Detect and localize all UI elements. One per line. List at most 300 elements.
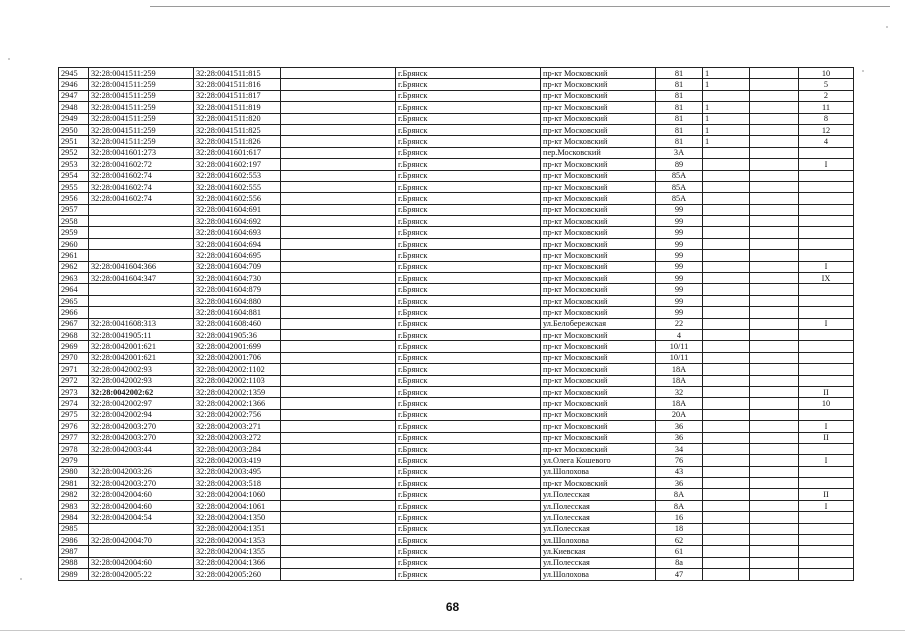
street-cell: пр-кт Московский xyxy=(541,238,656,249)
house-cell: 99 xyxy=(656,238,703,249)
blank-cell xyxy=(281,546,396,557)
parcel-cadastral-cell xyxy=(89,523,194,534)
city-cell: г.Брянск xyxy=(396,204,541,215)
city-cell: г.Брянск xyxy=(396,159,541,170)
blank-cell-2 xyxy=(750,352,799,363)
street-cell: пер.Московский xyxy=(541,147,656,158)
row-number-cell: 2980 xyxy=(59,466,89,477)
building-cell xyxy=(703,535,750,546)
parcel-cadastral-cell: 32:28:0042002:93 xyxy=(89,375,194,386)
blank-cell xyxy=(281,284,396,295)
table-row xyxy=(59,329,854,340)
object-cadastral-cell: 32:28:0042002:1103 xyxy=(194,375,281,386)
parcel-cadastral-cell: 32:28:0041905:11 xyxy=(89,329,194,340)
row-number-cell: 2982 xyxy=(59,489,89,500)
row-number-cell: 2987 xyxy=(59,546,89,557)
parcel-cadastral-cell: 32:28:0041602:72 xyxy=(89,159,194,170)
blank-cell xyxy=(281,443,396,454)
row-number-cell: 2948 xyxy=(59,102,89,113)
city-cell: г.Брянск xyxy=(396,181,541,192)
table-row xyxy=(59,341,854,352)
object-cadastral-cell: 32:28:0041604:693 xyxy=(194,227,281,238)
room-cell: I xyxy=(799,455,854,466)
blank-cell-2 xyxy=(750,455,799,466)
blank-cell xyxy=(281,238,396,249)
room-cell: I xyxy=(799,261,854,272)
room-cell xyxy=(799,204,854,215)
row-number-cell: 2974 xyxy=(59,398,89,409)
room-cell xyxy=(799,352,854,363)
blank-cell xyxy=(281,364,396,375)
room-cell: 5 xyxy=(799,79,854,90)
house-cell: 34 xyxy=(656,443,703,454)
table-row xyxy=(59,523,854,534)
house-cell: 36 xyxy=(656,421,703,432)
city-cell: г.Брянск xyxy=(396,375,541,386)
row-number-cell: 2978 xyxy=(59,443,89,454)
blank-cell-2 xyxy=(750,386,799,397)
room-cell: 12 xyxy=(799,124,854,135)
parcel-cadastral-cell: 32:28:0042004:60 xyxy=(89,489,194,500)
building-cell xyxy=(703,375,750,386)
room-cell xyxy=(799,466,854,477)
parcel-cadastral-cell: 32:28:0041601:273 xyxy=(89,147,194,158)
blank-cell xyxy=(281,261,396,272)
row-number-cell: 2972 xyxy=(59,375,89,386)
row-number-cell: 2960 xyxy=(59,238,89,249)
blank-cell xyxy=(281,90,396,101)
room-cell: II xyxy=(799,386,854,397)
building-cell xyxy=(703,512,750,523)
parcel-cadastral-cell: 32:28:0042005:22 xyxy=(89,569,194,580)
object-cadastral-cell: 32:28:0041511:815 xyxy=(194,68,281,79)
blank-cell-2 xyxy=(750,227,799,238)
street-cell: ул.Полесская xyxy=(541,512,656,523)
object-cadastral-cell: 32:28:0041604:692 xyxy=(194,216,281,227)
room-cell xyxy=(799,364,854,375)
table-row xyxy=(59,227,854,238)
blank-cell-2 xyxy=(750,364,799,375)
blank-cell xyxy=(281,159,396,170)
house-cell: 81 xyxy=(656,136,703,147)
table-row xyxy=(59,102,854,113)
city-cell: г.Брянск xyxy=(396,90,541,101)
blank-cell xyxy=(281,113,396,124)
city-cell: г.Брянск xyxy=(396,193,541,204)
blank-cell xyxy=(281,489,396,500)
city-cell: г.Брянск xyxy=(396,523,541,534)
blank-cell xyxy=(281,466,396,477)
house-cell: 99 xyxy=(656,295,703,306)
object-cadastral-cell: 32:28:0042005:260 xyxy=(194,569,281,580)
street-cell: пр-кт Московский xyxy=(541,204,656,215)
building-cell: 1 xyxy=(703,102,750,113)
city-cell: г.Брянск xyxy=(396,569,541,580)
room-cell xyxy=(799,557,854,568)
building-cell xyxy=(703,398,750,409)
parcel-cadastral-cell xyxy=(89,295,194,306)
blank-cell xyxy=(281,136,396,147)
city-cell: г.Брянск xyxy=(396,489,541,500)
building-cell xyxy=(703,523,750,534)
row-number-cell: 2979 xyxy=(59,455,89,466)
street-cell: пр-кт Московский xyxy=(541,136,656,147)
blank-cell xyxy=(281,193,396,204)
blank-cell-2 xyxy=(750,136,799,147)
street-cell: пр-кт Московский xyxy=(541,250,656,261)
blank-cell xyxy=(281,295,396,306)
row-number-cell: 2983 xyxy=(59,500,89,511)
city-cell: г.Брянск xyxy=(396,364,541,375)
house-cell: 20А xyxy=(656,409,703,420)
room-cell: II xyxy=(799,489,854,500)
row-number-cell: 2958 xyxy=(59,216,89,227)
house-cell: 18 xyxy=(656,523,703,534)
blank-cell-2 xyxy=(750,159,799,170)
blank-cell-2 xyxy=(750,204,799,215)
city-cell: г.Брянск xyxy=(396,329,541,340)
row-number-cell: 2959 xyxy=(59,227,89,238)
parcel-cadastral-cell xyxy=(89,284,194,295)
house-cell: 43 xyxy=(656,466,703,477)
blank-cell xyxy=(281,204,396,215)
blank-cell-2 xyxy=(750,124,799,135)
row-number-cell: 2947 xyxy=(59,90,89,101)
street-cell: пр-кт Московский xyxy=(541,170,656,181)
house-cell: 32 xyxy=(656,386,703,397)
building-cell xyxy=(703,295,750,306)
street-cell: пр-кт Московский xyxy=(541,329,656,340)
blank-cell-2 xyxy=(750,569,799,580)
table-row xyxy=(59,204,854,215)
room-cell xyxy=(799,329,854,340)
house-cell: 99 xyxy=(656,227,703,238)
object-cadastral-cell: 32:28:0042004:1366 xyxy=(194,557,281,568)
street-cell: ул.Киевская xyxy=(541,546,656,557)
building-cell xyxy=(703,329,750,340)
room-cell xyxy=(799,409,854,420)
blank-cell xyxy=(281,68,396,79)
building-cell xyxy=(703,409,750,420)
parcel-cadastral-cell: 32:28:0041511:259 xyxy=(89,102,194,113)
blank-cell-2 xyxy=(750,375,799,386)
city-cell: г.Брянск xyxy=(396,261,541,272)
city-cell: г.Брянск xyxy=(396,227,541,238)
blank-cell-2 xyxy=(750,466,799,477)
table-row xyxy=(59,238,854,249)
street-cell: ул.Полесская xyxy=(541,523,656,534)
table-row xyxy=(59,478,854,489)
row-number-cell: 2957 xyxy=(59,204,89,215)
blank-cell-2 xyxy=(750,193,799,204)
house-cell: 36 xyxy=(656,432,703,443)
object-cadastral-cell: 32:28:0042003:419 xyxy=(194,455,281,466)
room-cell: I xyxy=(799,500,854,511)
row-number-cell: 2945 xyxy=(59,68,89,79)
blank-cell xyxy=(281,216,396,227)
room-cell xyxy=(799,284,854,295)
object-cadastral-cell: 32:28:0042002:756 xyxy=(194,409,281,420)
room-cell xyxy=(799,216,854,227)
street-cell: ул.Белобережская xyxy=(541,318,656,329)
street-cell: пр-кт Московский xyxy=(541,307,656,318)
blank-cell xyxy=(281,500,396,511)
object-cadastral-cell: 32:28:0041604:691 xyxy=(194,204,281,215)
object-cadastral-cell: 32:28:0042001:699 xyxy=(194,341,281,352)
table-row xyxy=(59,352,854,363)
house-cell: 85А xyxy=(656,193,703,204)
blank-cell-2 xyxy=(750,113,799,124)
object-cadastral-cell: 32:28:0041511:826 xyxy=(194,136,281,147)
parcel-cadastral-cell: 32:28:0042002:94 xyxy=(89,409,194,420)
blank-cell xyxy=(281,523,396,534)
room-cell: I xyxy=(799,159,854,170)
blank-cell-2 xyxy=(750,295,799,306)
building-cell xyxy=(703,352,750,363)
object-cadastral-cell: 32:28:0041602:556 xyxy=(194,193,281,204)
row-number-cell: 2950 xyxy=(59,124,89,135)
city-cell: г.Брянск xyxy=(396,68,541,79)
city-cell: г.Брянск xyxy=(396,535,541,546)
house-cell: 10/11 xyxy=(656,341,703,352)
city-cell: г.Брянск xyxy=(396,546,541,557)
parcel-cadastral-cell: 32:28:0042002:93 xyxy=(89,364,194,375)
blank-cell xyxy=(281,455,396,466)
street-cell: пр-кт Московский xyxy=(541,261,656,272)
street-cell: пр-кт Московский xyxy=(541,364,656,375)
blank-cell xyxy=(281,307,396,318)
room-cell xyxy=(799,147,854,158)
row-number-cell: 2961 xyxy=(59,250,89,261)
blank-cell-2 xyxy=(750,90,799,101)
row-number-cell: 2968 xyxy=(59,329,89,340)
table-row xyxy=(59,147,854,158)
street-cell: ул.Шолохова xyxy=(541,466,656,477)
street-cell: ул.Полесская xyxy=(541,500,656,511)
blank-cell-2 xyxy=(750,535,799,546)
parcel-cadastral-cell xyxy=(89,455,194,466)
house-cell: 16 xyxy=(656,512,703,523)
building-cell xyxy=(703,261,750,272)
row-number-cell: 2955 xyxy=(59,181,89,192)
row-number-cell: 2967 xyxy=(59,318,89,329)
room-cell: I xyxy=(799,421,854,432)
building-cell xyxy=(703,284,750,295)
table-row xyxy=(59,398,854,409)
row-number-cell: 2981 xyxy=(59,478,89,489)
row-number-cell: 2970 xyxy=(59,352,89,363)
room-cell xyxy=(799,250,854,261)
city-cell: г.Брянск xyxy=(396,466,541,477)
city-cell: г.Брянск xyxy=(396,409,541,420)
building-cell xyxy=(703,364,750,375)
blank-cell xyxy=(281,375,396,386)
street-cell: ул.Шолохова xyxy=(541,535,656,546)
registry-table xyxy=(58,67,854,581)
table-row xyxy=(59,569,854,580)
city-cell: г.Брянск xyxy=(396,238,541,249)
street-cell: пр-кт Московский xyxy=(541,284,656,295)
parcel-cadastral-cell: 32:28:0042003:26 xyxy=(89,466,194,477)
object-cadastral-cell: 32:28:0042004:1061 xyxy=(194,500,281,511)
object-cadastral-cell: 32:28:0042004:1355 xyxy=(194,546,281,557)
city-cell: г.Брянск xyxy=(396,273,541,284)
house-cell: 18А xyxy=(656,398,703,409)
house-cell: 18А xyxy=(656,364,703,375)
blank-cell xyxy=(281,409,396,420)
room-cell xyxy=(799,443,854,454)
table-row xyxy=(59,546,854,557)
city-cell: г.Брянск xyxy=(396,318,541,329)
scan-speck xyxy=(8,58,10,60)
parcel-cadastral-cell: 32:28:0041602:74 xyxy=(89,170,194,181)
building-cell xyxy=(703,500,750,511)
blank-cell-2 xyxy=(750,170,799,181)
blank-cell xyxy=(281,318,396,329)
room-cell: I xyxy=(799,318,854,329)
object-cadastral-cell: 32:28:0042002:1102 xyxy=(194,364,281,375)
object-cadastral-cell: 32:28:0041511:819 xyxy=(194,102,281,113)
row-number-cell: 2973 xyxy=(59,386,89,397)
row-number-cell: 2962 xyxy=(59,261,89,272)
table-row xyxy=(59,284,854,295)
building-cell xyxy=(703,307,750,318)
object-cadastral-cell: 32:28:0041604:730 xyxy=(194,273,281,284)
room-cell xyxy=(799,546,854,557)
blank-cell xyxy=(281,398,396,409)
house-cell: 81 xyxy=(656,68,703,79)
house-cell: 47 xyxy=(656,569,703,580)
city-cell: г.Брянск xyxy=(396,136,541,147)
street-cell: ул.Полесская xyxy=(541,489,656,500)
street-cell: пр-кт Московский xyxy=(541,216,656,227)
object-cadastral-cell: 32:28:0041602:197 xyxy=(194,159,281,170)
parcel-cadastral-cell: 32:28:0041511:259 xyxy=(89,68,194,79)
building-cell xyxy=(703,170,750,181)
parcel-cadastral-cell: 32:28:0042003:270 xyxy=(89,421,194,432)
blank-cell-2 xyxy=(750,489,799,500)
row-number-cell: 2965 xyxy=(59,295,89,306)
table-row xyxy=(59,170,854,181)
house-cell: 99 xyxy=(656,284,703,295)
object-cadastral-cell: 32:28:0041905:36 xyxy=(194,329,281,340)
building-cell xyxy=(703,250,750,261)
blank-cell xyxy=(281,352,396,363)
parcel-cadastral-cell xyxy=(89,307,194,318)
blank-cell-2 xyxy=(750,147,799,158)
parcel-cadastral-cell: 32:28:0041511:259 xyxy=(89,124,194,135)
street-cell: пр-кт Московский xyxy=(541,443,656,454)
building-cell xyxy=(703,341,750,352)
city-cell: г.Брянск xyxy=(396,216,541,227)
room-cell xyxy=(799,512,854,523)
table-row xyxy=(59,489,854,500)
street-cell: пр-кт Московский xyxy=(541,159,656,170)
table-row xyxy=(59,364,854,375)
house-cell: 99 xyxy=(656,273,703,284)
blank-cell xyxy=(281,569,396,580)
blank-cell xyxy=(281,124,396,135)
object-cadastral-cell: 32:28:0042004:1060 xyxy=(194,489,281,500)
blank-cell-2 xyxy=(750,68,799,79)
row-number-cell: 2952 xyxy=(59,147,89,158)
house-cell: 99 xyxy=(656,261,703,272)
table-row xyxy=(59,409,854,420)
street-cell: пр-кт Московский xyxy=(541,79,656,90)
blank-cell xyxy=(281,227,396,238)
city-cell: г.Брянск xyxy=(396,478,541,489)
city-cell: г.Брянск xyxy=(396,443,541,454)
row-number-cell: 2951 xyxy=(59,136,89,147)
room-cell xyxy=(799,227,854,238)
blank-cell-2 xyxy=(750,557,799,568)
city-cell: г.Брянск xyxy=(396,386,541,397)
blank-cell xyxy=(281,329,396,340)
street-cell: пр-кт Московский xyxy=(541,227,656,238)
row-number-cell: 2988 xyxy=(59,557,89,568)
blank-cell-2 xyxy=(750,261,799,272)
city-cell: г.Брянск xyxy=(396,341,541,352)
street-cell: пр-кт Московский xyxy=(541,273,656,284)
parcel-cadastral-cell: 32:28:0042004:54 xyxy=(89,512,194,523)
parcel-cadastral-cell: 32:28:0042004:60 xyxy=(89,557,194,568)
blank-cell xyxy=(281,181,396,192)
street-cell: пр-кт Московский xyxy=(541,386,656,397)
table-row xyxy=(59,124,854,135)
city-cell: г.Брянск xyxy=(396,500,541,511)
row-number-cell: 2975 xyxy=(59,409,89,420)
building-cell xyxy=(703,181,750,192)
building-cell xyxy=(703,569,750,580)
street-cell: пр-кт Московский xyxy=(541,124,656,135)
blank-cell xyxy=(281,432,396,443)
building-cell xyxy=(703,432,750,443)
registry-table-body xyxy=(59,68,854,581)
row-number-cell: 2976 xyxy=(59,421,89,432)
blank-cell-2 xyxy=(750,512,799,523)
parcel-cadastral-cell: 32:28:0041511:259 xyxy=(89,90,194,101)
table-row xyxy=(59,455,854,466)
blank-cell-2 xyxy=(750,273,799,284)
object-cadastral-cell: 32:28:0042002:1366 xyxy=(194,398,281,409)
row-number-cell: 2963 xyxy=(59,273,89,284)
room-cell xyxy=(799,193,854,204)
house-cell: 99 xyxy=(656,216,703,227)
house-cell: 85А xyxy=(656,181,703,192)
house-cell: 81 xyxy=(656,102,703,113)
object-cadastral-cell: 32:28:0042002:1359 xyxy=(194,386,281,397)
house-cell: 99 xyxy=(656,250,703,261)
street-cell: ул.Шолохова xyxy=(541,569,656,580)
building-cell xyxy=(703,90,750,101)
row-number-cell: 2953 xyxy=(59,159,89,170)
table-row xyxy=(59,79,854,90)
building-cell xyxy=(703,489,750,500)
street-cell: пр-кт Московский xyxy=(541,421,656,432)
street-cell: пр-кт Московский xyxy=(541,193,656,204)
table-row xyxy=(59,193,854,204)
table-row xyxy=(59,261,854,272)
house-cell: 81 xyxy=(656,90,703,101)
scan-speck xyxy=(886,26,888,28)
street-cell: пр-кт Московский xyxy=(541,68,656,79)
parcel-cadastral-cell xyxy=(89,204,194,215)
row-number-cell: 2966 xyxy=(59,307,89,318)
city-cell: г.Брянск xyxy=(396,455,541,466)
house-cell: 22 xyxy=(656,318,703,329)
room-cell xyxy=(799,341,854,352)
building-cell xyxy=(703,443,750,454)
